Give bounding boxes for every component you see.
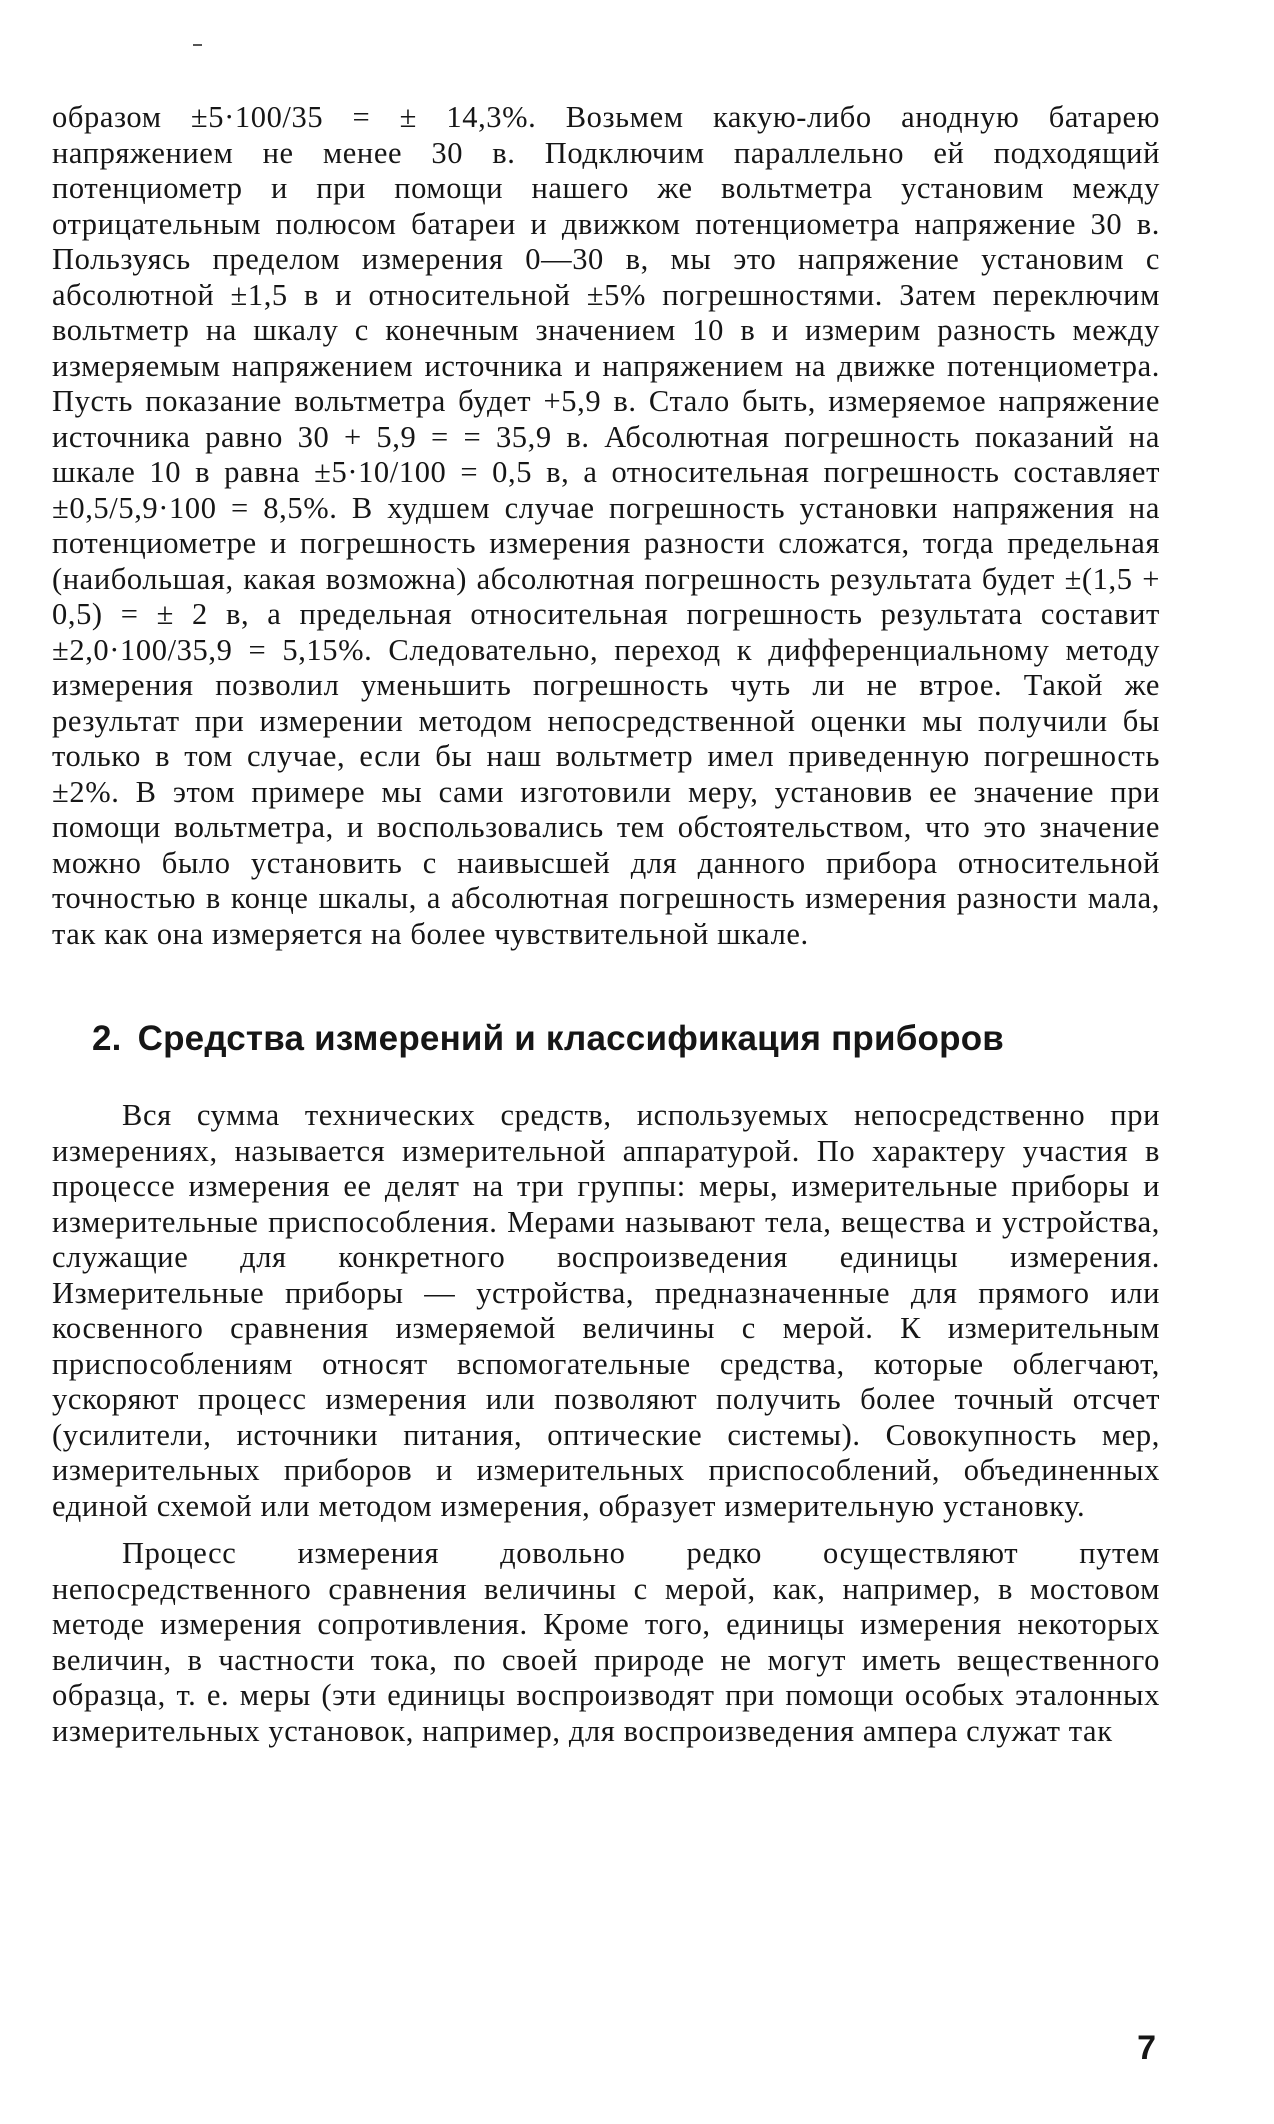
paragraph-measurement-process: Процесс измерения довольно редко осуществляют путем непосредственного сравнения величины с мерой, как, например, в мостовом методе измерения сопротивления. Кроме того, единицы измерения некоторых величин, в частности тока, по своей природе не могут иметь вещественного образца, т. е. меры (эти единицы воспроизводят при помощи особых эталонных измерительных установок, например, для воспроизведения ампера служат так [52, 1536, 1160, 1748]
page-content [52, 100, 1160, 1749]
scan-mark [193, 44, 202, 46]
paragraph-measuring-equipment: Вся сумма технических средств, используемых непосредственно при измерениях, называется измерительной аппаратурой. По характеру участия в процессе измерения ее делят на три группы: меры, измерительные приборы и измерительные приспособления. Мерами называют тела, вещества и устройства, служащие для конкретного воспроизведения единицы измерения. Измерительные приборы — устройства, предназначенные для прямого или косвенного сравнения измеряемой величины с мерой. К измерительным приспособлениям относят вспомогательные средства, которые облегчают, ускоряют процесс измерения или позволяют получить более точный отсчет (усилители, источники питания, оптические системы). Совокупность мер, измерительных приборов и измерительных приспособлений, объединенных единой схемой или методом измерения, образует измерительную установку. [52, 1098, 1160, 1523]
section-number: 2. [92, 1019, 122, 1058]
section-heading [92, 1018, 1160, 1060]
page-number: 7 [1137, 2029, 1156, 2067]
section-title: Средства измерений и классификация приборов [137, 1019, 1005, 1058]
paragraph-continuation: образом ±5·100/35 = ± 14,3%. Возьмем какую-либо анодную батарею напряжением не менее 30 в. Подключим параллельно ей подходящий потенциометр и при помощи нашего же вольтметра установим между отрицательным полюсом батареи и движком потенциометра напряжение 30 в. Пользуясь пределом измерения 0—30 в, мы это напряжение установим с абсолютной ±1,5 в и относительной ±5% погрешностями. Затем переключим вольтметр на шкалу с конечным значением 10 в и измерим разность между измеряемым напряжением источника и напряжением на движке потенциометра. Пусть показание вольтметра будет +5,9 в. Стало быть, измеряемое напряжение источника равно 30 + 5,9 = = 35,9 в. Абсолютная погрешность показаний на шкале 10 в равна ±5·10/100 = 0,5 в, а относительная погрешность составляет ±0,5/5,9·100 = 8,5%. В худшем случае погрешность установки напряжения на потенциометре и погрешность измерения разности сложатся, тогда предельная (наибольшая, какая возможна) абсолютная погрешность результата будет ±(1,5 + 0,5) = ± 2 в, а предельная относительная погрешность результата составит ±2,0·100/35,9 = 5,15%. Следовательно, переход к дифференциальному методу измерения позволил уменьшить погрешность чуть ли не втрое. Такой же результат при измерении методом непосредственной оценки мы получили бы только в том случае, если бы наш вольтметр имел приведенную погрешность ±2%. В этом примере мы сами изготовили меру, установив ее значение при помощи вольтметра, и воспользовались тем обстоятельством, что это значение можно было установить с наивысшей для данного прибора относительной точностью в конце шкалы, а абсолютная погрешность измерения разности мала, так как она измеряется на более чувствительной шкале. [52, 100, 1160, 951]
